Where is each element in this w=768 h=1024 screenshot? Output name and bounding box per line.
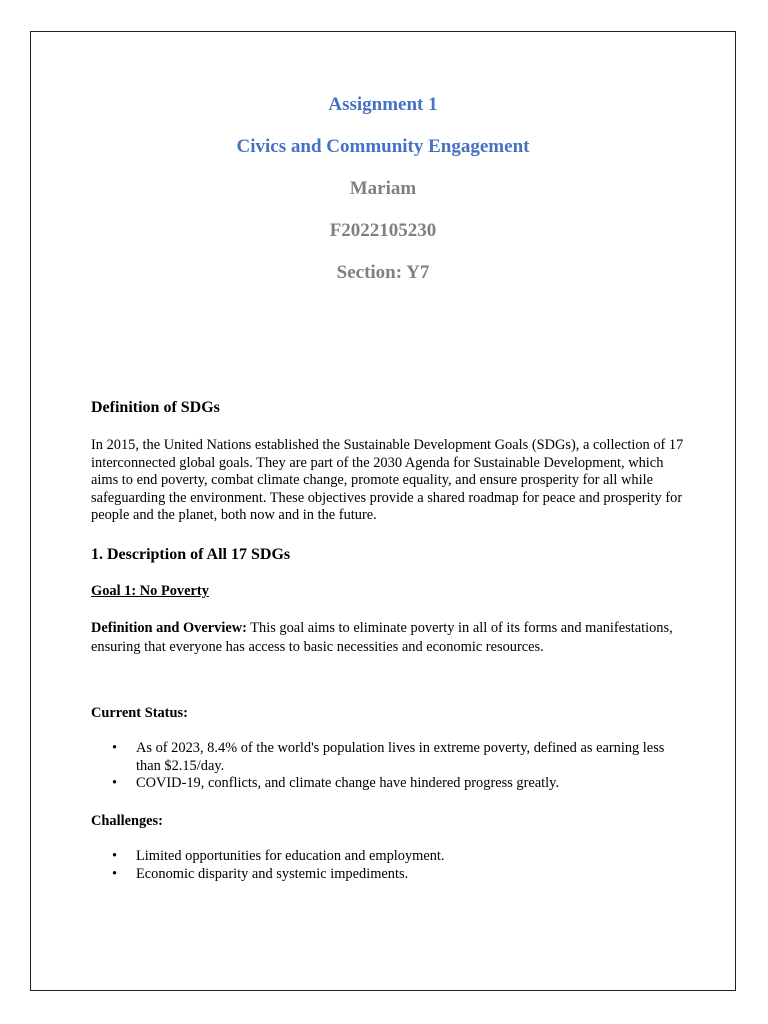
challenges-heading: Challenges:: [91, 813, 163, 829]
student-id: F2022105230: [329, 220, 437, 241]
challenge-item: • Limited opportunities for education and employment.: [91, 848, 691, 866]
course-title: Civics and Community Engagement: [236, 136, 530, 157]
section-label: Section: Y7: [336, 262, 430, 283]
goal1-overview: [91, 619, 691, 657]
challenges-list: [91, 848, 691, 883]
definition-paragraph: In 2015, the United Nations established the Sustainable Development Goals (SDGs), a collection of 17 interconnected global goals. They are part of the 2030 Agenda for Sustainable Development, which aims to end poverty, combat climate change, promote equality, and ensure prosperity for all while safeguarding the environment. These objectives provide a shared roadmap for peace and prosperity for people and the planet, both now and in the future.: [91, 437, 684, 523]
description-heading: 1. Description of All 17 SDGs: [91, 546, 291, 563]
status-item: • As of 2023, 8.4% of the world's population lives in extreme poverty, defined as earning less than $2.15/day.: [91, 740, 691, 775]
document-page: [30, 31, 736, 991]
overview-text: This goal aims to eliminate poverty in all of its forms and manifestations, ensuring that everyone has access to basic necessities and economic resources.: [91, 620, 673, 655]
challenge-item: • Economic disparity and systemic impediments.: [91, 866, 691, 884]
assignment-title: Assignment 1: [328, 94, 438, 115]
status-item: • COVID-19, conflicts, and climate change have hindered progress greatly.: [91, 775, 691, 793]
student-name: Mariam: [349, 178, 417, 199]
status-list: [91, 740, 691, 793]
definition-heading: Definition of SDGs: [91, 399, 220, 416]
goal1-title: Goal 1: No Poverty: [91, 583, 209, 599]
status-heading: Current Status:: [91, 705, 188, 721]
overview-label: Definition and Overview:: [91, 620, 247, 636]
